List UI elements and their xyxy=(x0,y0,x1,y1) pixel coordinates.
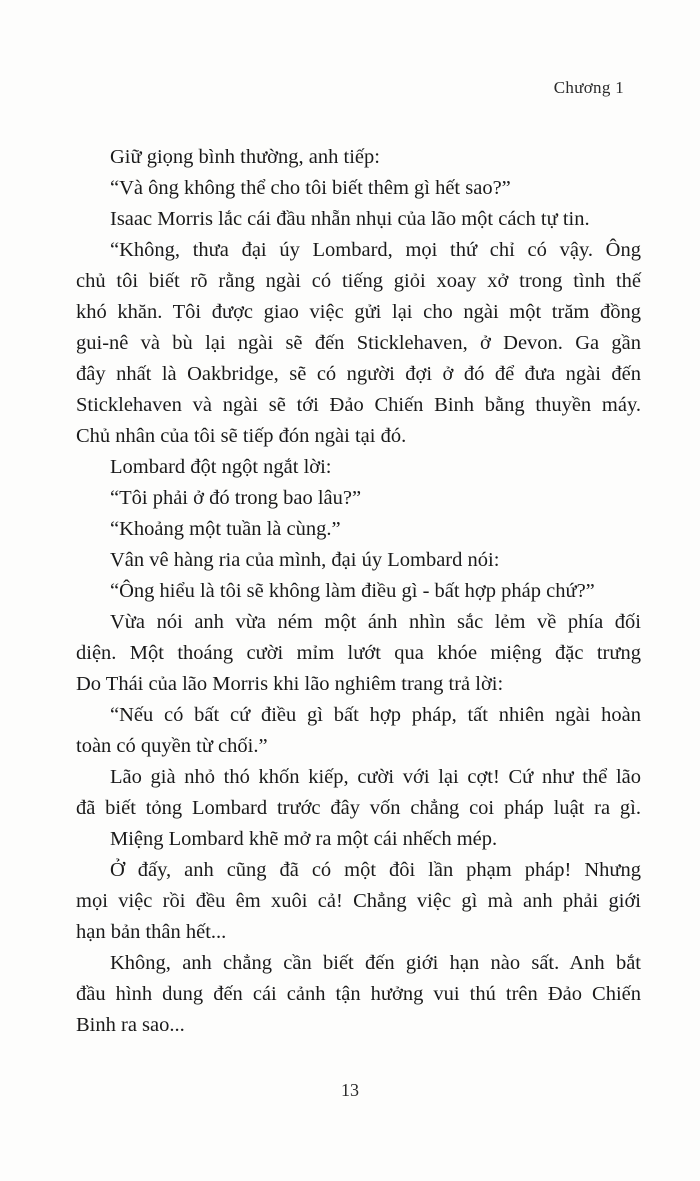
text-line: chủ tôi biết rõ rằng ngài có tiếng giỏi xoay xở trong tình thế xyxy=(76,270,641,292)
text-line: Giữ giọng bình thường, anh tiếp: xyxy=(110,146,380,168)
text-line: đã biết tỏng Lombard trước đây vốn chẳng coi pháp luật ra gì. xyxy=(76,797,641,819)
text-line: mọi việc rồi đều êm xuôi cả! Chẳng việc gì mà anh phải giới xyxy=(76,890,641,912)
text-line: “Không, thưa đại úy Lombard, mọi thứ chỉ có vậy. Ông xyxy=(110,239,641,261)
text-line: Isaac Morris lắc cái đầu nhẵn nhụi của lão một cách tự tin. xyxy=(110,208,590,230)
body-text xyxy=(76,142,641,1041)
text-line: Sticklehaven và ngài sẽ tới Đảo Chiến Binh bằng thuyền máy. xyxy=(76,394,641,416)
text-line: Vừa nói anh vừa ném một ánh nhìn sắc lẻm về phía đối xyxy=(110,611,641,633)
text-line: Ở đấy, anh cũng đã có một đôi lần phạm pháp! Nhưng xyxy=(110,859,641,881)
chapter-header: Chương 1 xyxy=(553,78,624,97)
text-line: Do Thái của lão Morris khi lão nghiêm trang trả lời: xyxy=(76,673,504,695)
text-line: diện. Một thoáng cười mỉm lướt qua khóe miệng đặc trưng xyxy=(76,642,641,664)
text-line: “Tôi phải ở đó trong bao lâu?” xyxy=(110,487,362,509)
text-line: Miệng Lombard khẽ mở ra một cái nhếch mép. xyxy=(110,828,498,850)
text-line: đây nhất là Oakbridge, sẽ có người đợi ở đó để đưa ngài đến xyxy=(76,363,641,385)
page-number: 13 xyxy=(341,1080,359,1100)
text-line: Chủ nhân của tôi sẽ tiếp đón ngài tại đó. xyxy=(76,425,407,447)
text-line: Vân vê hàng ria của mình, đại úy Lombard nói: xyxy=(110,549,500,571)
text-line: toàn có quyền từ chối.” xyxy=(76,735,268,757)
text-line: “Ông hiểu là tôi sẽ không làm điều gì - bất hợp pháp chứ?” xyxy=(110,580,595,602)
text-line: gui-nê và bù lại ngài sẽ đến Sticklehaven, ở Devon. Ga gần xyxy=(76,332,641,354)
text-line: Lão già nhỏ thó khốn kiếp, cười với lại cợt! Cứ như thể lão xyxy=(110,766,641,788)
text-line: Lombard đột ngột ngắt lời: xyxy=(110,456,332,478)
text-line: đầu hình dung đến cái cảnh tận hưởng vui thú trên Đảo Chiến xyxy=(76,983,641,1005)
text-line: khó khăn. Tôi được giao việc gửi lại cho ngài một trăm đồng xyxy=(76,301,641,323)
text-line: “Nếu có bất cứ điều gì bất hợp pháp, tất nhiên ngài hoàn xyxy=(110,704,641,726)
text-line: “Khoảng một tuần là cùng.” xyxy=(110,518,341,540)
text-line: Binh ra sao... xyxy=(76,1014,185,1036)
text-line: Không, anh chẳng cần biết đến giới hạn nào sất. Anh bắt xyxy=(110,952,641,974)
text-line: hạn bản thân hết... xyxy=(76,921,227,943)
text-line: “Và ông không thể cho tôi biết thêm gì hết sao?” xyxy=(110,177,511,199)
